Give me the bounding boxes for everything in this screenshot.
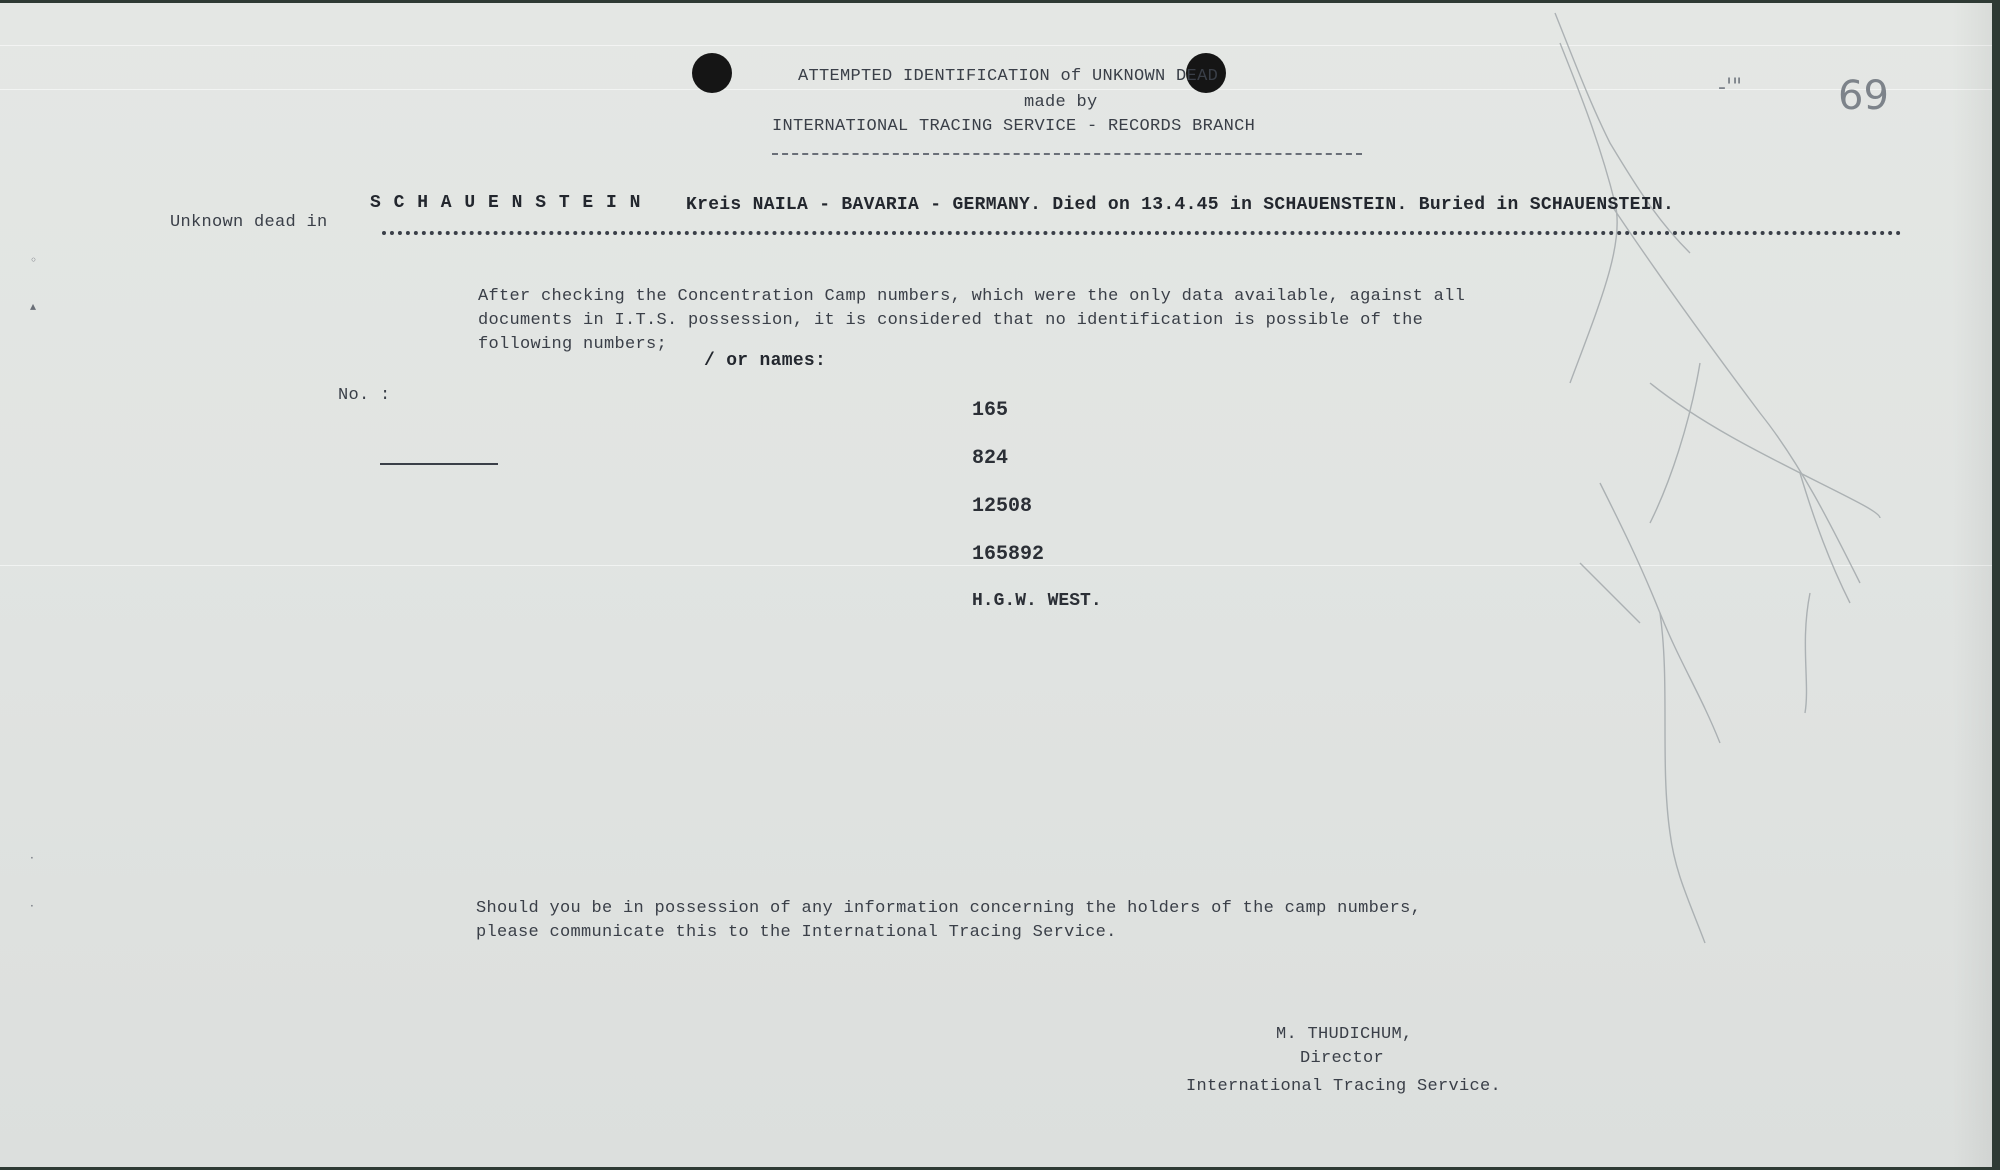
margin-mark: · — [30, 899, 34, 913]
signature-name: M. THUDICHUM, — [1276, 1025, 1413, 1044]
corner-pencil-mark: -'" — [1718, 75, 1743, 100]
camp-number: 12508 — [972, 495, 1033, 518]
margin-mark: ◦ — [30, 253, 38, 267]
camp-number: 165892 — [972, 543, 1045, 566]
paper-crack-marks — [0, 3, 1992, 1167]
camp-number: 165 — [972, 399, 1009, 422]
footer-line1: Should you be in possession of any information concerning the holders of the camp numbers, — [476, 899, 1422, 918]
body-line2: documents in I.T.S. possession, it is considered that no identification is possible of the — [478, 311, 1424, 330]
camp-number: 824 — [972, 447, 1009, 470]
camp-number-name: H.G.W. WEST. — [972, 591, 1102, 611]
footer-line2: please communicate this to the International Tracing Service. — [476, 923, 1117, 942]
header-dashed-underline — [772, 153, 1362, 155]
body-line3-addition: / or names: — [704, 351, 827, 371]
place-dotted-line — [382, 231, 1902, 235]
margin-mark: ▴ — [30, 299, 37, 313]
page-number: 69 — [1838, 73, 1889, 119]
body-line3: following numbers; — [478, 335, 668, 354]
header-title-line2: made by — [1024, 93, 1098, 112]
document-sheet — [0, 3, 1992, 1167]
margin-mark: · — [30, 851, 34, 865]
numbers-label: No. : — [338, 386, 391, 405]
body-line1: After checking the Concentration Camp numbers, which were the only data available, against all — [478, 287, 1466, 306]
header-title-line1: ATTEMPTED IDENTIFICATION of UNKNOWN DEAD — [798, 67, 1219, 86]
punch-hole-left — [692, 53, 732, 93]
place-town: S C H A U E N S T E I N — [370, 193, 642, 213]
signature-org: International Tracing Service. — [1186, 1077, 1502, 1096]
numbers-rule — [380, 463, 498, 465]
signature-title: Director — [1300, 1049, 1385, 1068]
place-label: Unknown dead in — [170, 213, 328, 232]
header-title-line3: INTERNATIONAL TRACING SERVICE - RECORDS BRANCH — [772, 117, 1256, 136]
place-details: Kreis NAILA - BAVARIA - GERMANY. Died on 13.4.45 in SCHAUENSTEIN. Buried in SCHAUENSTEIN. — [686, 195, 1675, 215]
